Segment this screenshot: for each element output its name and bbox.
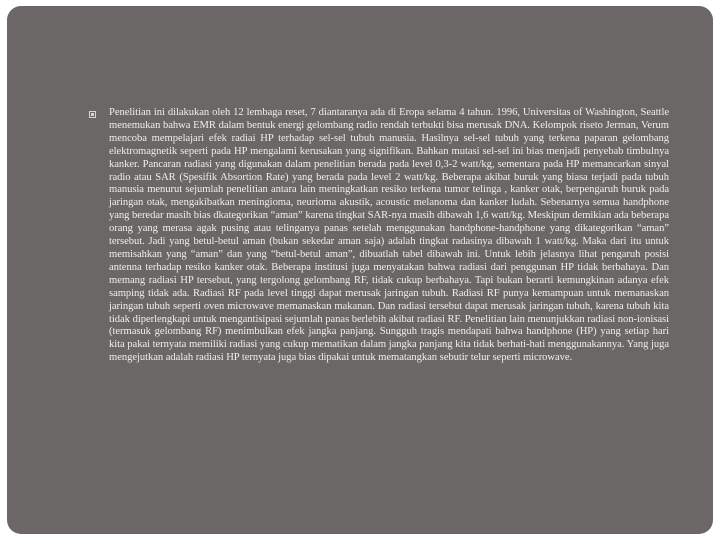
square-bullet-icon bbox=[89, 111, 96, 118]
paragraph-text: Penelitian ini dilakukan oleh 12 lembaga reset, 7 diantaranya ada di Eropa selama 4 tahun. 1996, Universitas of Washington, Seattle menemukan bahwa EMR dalam bentuk energi gelombang radio rendah terbukti bisa merusak DNA. Kelompok riseto Jerman, Verum mencoba mempelajari efek radiai HP terhadap sel-sel tubuh manusia. Hasilnya sel-sel tubuh yang terkena paparan gelombang elektromagnetik seperti pada HP mengalami kerusakan yang signifikan. Bahkan mutasi sel-sel ini bias menjadi penyebab timbulnya kanker. Pancaran radiasi yang digunakan dalam penelitian berada pada level 0,3-2 watt/kg, sementara pada HP memancarkan sinyal radio atau SAR (Spesifik Absortion Rate) yang berada pada level 2 watt/kg. Beberapa akibat buruk yang biasa terjadi pada tubuh manusia menurut sejumlah penelitian antara lain meningkatkan resiko terkena tumor telinga , kanker otak, berpengaruh buruk pada jaringan otak, mengakibatkan meningioma, neurioma akustik, acoustic melanoma dan kanker ludah. Sebenarnya semua handphone yang beredar masih bias dkategorikan “aman” karena tingkat SAR-nya masih dibawah 1,6 watt/kg. Meskipun demikian ada beberapa orang yang merasa agak pusing atau telinganya panas setelah menggunakan handphone-handphone yang dikategorikan “aman” tersebut. Jadi yang betul-betul aman (bukan sekedar aman saja) adalah tingkat radasinya dibawah 1 watt/kg. Maka dari itu untuk memisahkan yang “aman” dan yang “betul-betul aman”, dibuatlah tabel dibawah ini. Untuk lebih jelasnya lihat pengaruh posisi antenna terhadap resiko kanker otak. Beberapa institusi juga menyatakan bahwa radiasi dari penggunan HP tidak berbahaya. Dan memang radiasi HP tersebut, yang tergolong gelombang RF, tidak cukup berbahaya. Tapi bukan berarti kemungkinan adanya efek samping tidak ada. Radiasi RF pada level tinggi dapat merusak jaringan tubuh. Radiasi RF punya kemampuan untuk memanaskan jaringan tubuh seperti oven microwave memanaskan makanan. Dan radiasi tersebut dapat merusak jaringan tubuh, karena tubuh kita tidak diperlengkapi untuk mengantisipasi sejumlah panas berlebih akibat radiasi RF. Penelitian lain menunjukkan radiasi non-ionisasi (termasuk gelombang RF) menimbulkan efek jangka panjang. Sungguh tragis mendapati bahwa handphone (HP) yang setiap hari kita pakai ternyata memiliki radiasi yang cukup mematikan dalam jangka panjang kita tidak berhati-hati menggunakannya. Yang juga mengejutkan adalah radiasi HP ternyata juga bias dipakai untuk mematangkan sebutir telur seperti microwave. bbox=[109, 107, 669, 364]
slide-panel bbox=[7, 6, 713, 534]
bullet-paragraph bbox=[89, 107, 669, 365]
